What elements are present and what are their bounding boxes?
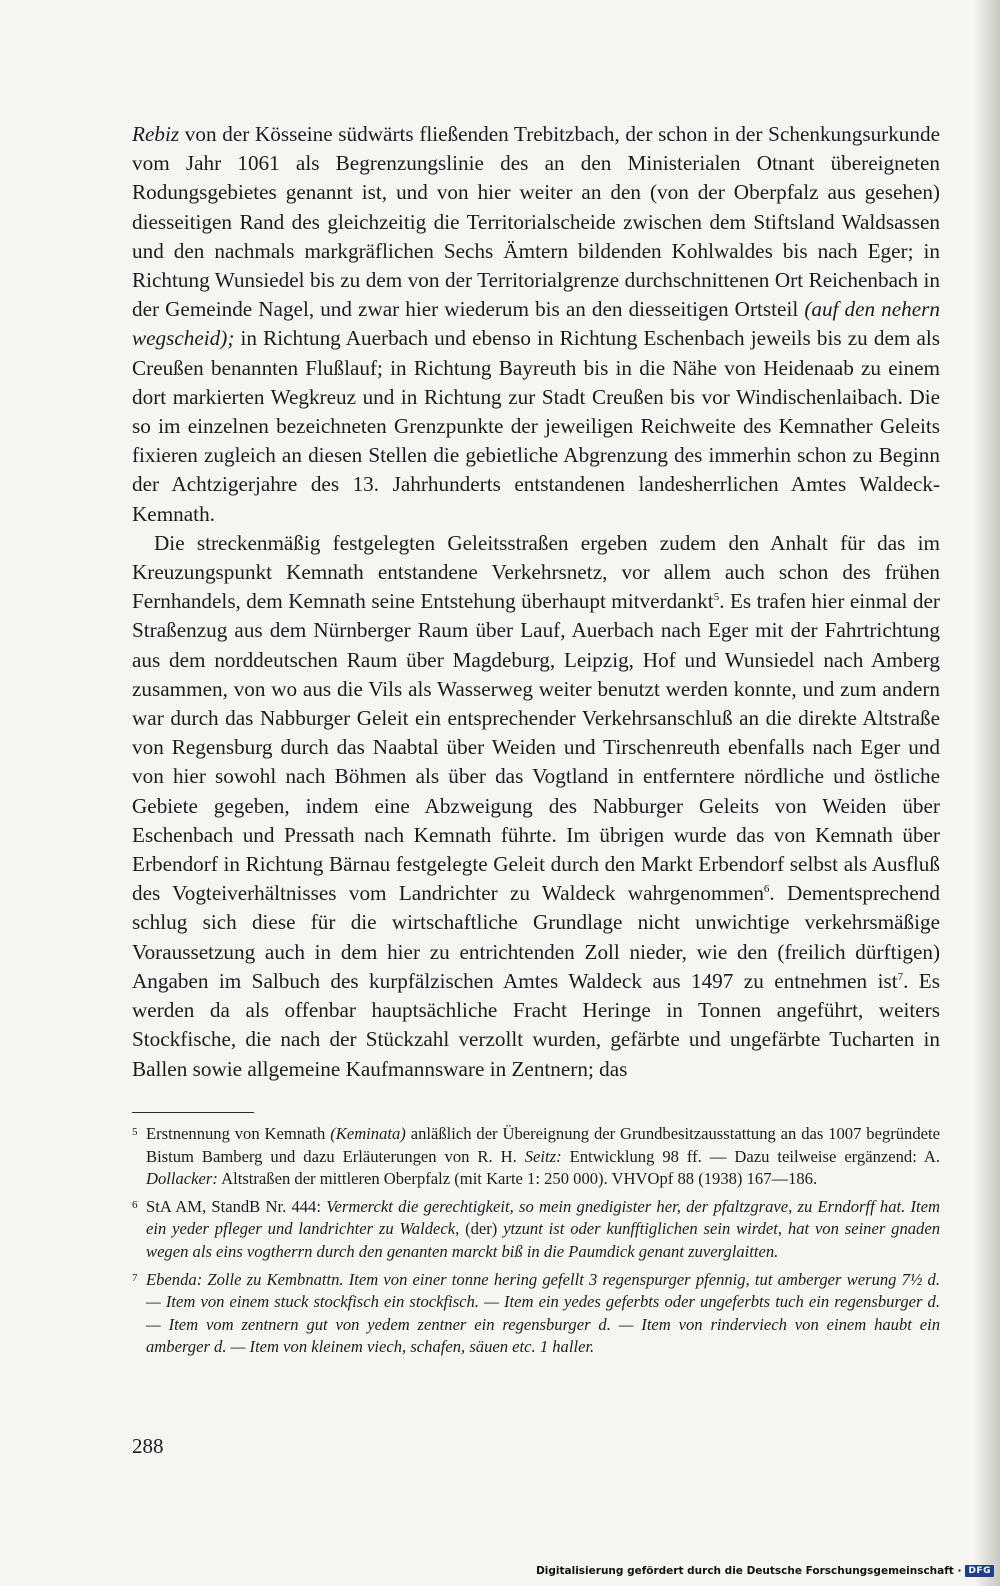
text-run: in Richtung Auerbach und ebenso in Richtung Eschenbach jeweils bis zu dem als Creußen benannten Flußlauf; in Richtung Bayreuth bis in die Nähe von Heidenaab zu einem dort markierten Wegkreuz und in Richtung zur Stadt Creußen bis vor Windischenlaibach. Die so im einzelnen bezeichneten Grenzpunkte der jeweiligen Reichweite des Kemnather Geleits fixieren zugleich an diesen Stellen die gebietliche Abgrenzung des immerhin schon zu Beginn der Achtzigerjahre des 13. Jahrhunderts entstandenen landesherrlichen Amtes Waldeck-Kemnath. (132, 326, 940, 526)
footnote-number: 5 (132, 1126, 138, 1138)
main-text (132, 120, 940, 1084)
text-run: von der Kösseine südwärts fließenden Trebitzbach, der schon in der Schenkungsurkunde vom Jahr 1061 als Begrenzungslinie des an den Ministerialen Otnant übereigneten Rodungsgebietes genannt ist, und von hier weiter an den (von der Oberpfalz aus gesehen) diesseitigen Rand des gleichzeitig die Territorialscheide zwischen dem Stiftsland Waldsassen und den nachmals markgräflichen Sechs Ämtern bildenden Kohlwaldes bis nach Eger; in Richtung Wunsiedel bis zu dem von der Territorialgrenze durchschnittenen Ort Reichenbach in der Gemeinde Nagel, und zwar hier wiederum bis an den diesseitigen Ortsteil (132, 122, 940, 322)
italic-text: Dollacker: (146, 1169, 218, 1189)
footnote-number: 6 (132, 1198, 138, 1211)
italic-text: Rebiz (132, 122, 180, 146)
footnotes (132, 1123, 940, 1364)
italic-text: Vermerckt die gerechtigkeit, so mein gnedigister her, der pfaltzgrave, zu Erndorff hat. Item ein yeder pfleger und landrichter zu Waldeck, (146, 1196, 941, 1239)
text-run: Die streckenmäßig festgelegten Geleitsstraßen ergeben zudem den Anhalt für das im Kreuzungspunkt Kemnath entstandene Verkehrsnetz, vor allem auch schon des frühen Fernhandels, dem Kemnath seine Entstehung überhaupt mitverdankt (132, 530, 940, 614)
paragraph-2 (132, 529, 940, 1084)
text-run: Entwicklung 98 ff. — Dazu teilweise ergänzend: A. (561, 1146, 940, 1166)
text-run: Altstraßen der mittleren Oberpfalz (mit Karte 1: 250 000). VHVOpf 88 (1938) 167—186. (217, 1169, 818, 1189)
dfg-logo: DFG (965, 1565, 994, 1577)
text-run: . Es trafen hier einmal der Straßenzug aus dem Nürnberger Raum über Lauf, Auerbach nach Eger mit der Fahrtrichtung aus dem norddeutschen Raum über Magdeburg, Leipzig, Hof und Wunsiedel nach Amberg zusammen, von wo aus die Vils als Wasserweg weiter benutzt werden konnte, und zum andern war durch das Nabburger Geleit ein entsprechender Verkehrsanschluß an die direkte Altstraße von Regensburg durch das Naabtal über Weiden und Tirschenreuth ebenfalls nach Eger und von hier sowohl nach Böhmen als über das Vogtland in entferntere nördliche und östliche Gebiete gegeben, indem eine Abzweigung des Nabburger Geleits von Weiden über Eschenbach und Pressath nach Kemnath führte. Im übrigen wurde das von Kemnath über Erbendorf in Richtung Bärnau festgelegte Geleit durch den Markt Erbendorf selbst als Ausfluß des Vogteiverhältnisses vom Landrichter zu Waldeck wahrgenommen (132, 589, 940, 906)
footnote-6 (132, 1196, 940, 1264)
footer-text: Digitalisierung gefördert durch die Deutsche Forschungsgemeinschaft · (536, 1565, 962, 1577)
footnote-separator (132, 1112, 254, 1113)
footnote-ref-7: 7 (897, 970, 904, 983)
text-run: (der) (459, 1219, 504, 1239)
page-number: 288 (132, 1434, 164, 1458)
text-run: Erstnennung von Kemnath (146, 1124, 331, 1143)
digitization-footer (536, 1562, 994, 1580)
text-run: StA AM, StandB Nr. 444: (146, 1196, 327, 1216)
text-run: anläßlich der Übereignung der Grundbesitzausstattung an das 1007 begründete Bistum Bamberg und dazu Erläuterungen von R. H. (146, 1124, 940, 1166)
scan-edge-shadow (974, 0, 1000, 1586)
italic-text: (Keminata) (330, 1124, 406, 1143)
footnote-5 (132, 1123, 940, 1191)
footnote-7 (132, 1269, 940, 1359)
text-run: . Dementsprechend schlug sich diese für die wirtschaftliche Grundlage nicht unwichtige verkehrsmäßige Voraussetzung auch in dem hier zu entrichtenden Zoll nieder, wie den (freilich dürftigen) Angaben im Salbuch des kurpfälzischen Amtes Waldeck aus 1497 zu entnehmen ist (132, 881, 940, 993)
footnote-number: 7 (132, 1271, 138, 1284)
footnote-ref-6: 6 (763, 883, 770, 896)
italic-text: Ebenda: Zolle zu Kembnattn. Item von einer tonne hering gefellt 3 regenspurger pfennig, tut amberger werung 7½ d. — Item von einem stuck stockfisch ein stockfisch. — Item ein yedes geferbts oder ungeferbts tuch ein regensburger d. — Item vom zentnern gut von yedem zentner ein regensburger d. — Item von rindervіech von einem haubt ein amberger d. — Item von kleinem viech, schafen, säuen etc. 1 haller. (146, 1269, 940, 1357)
italic-text: ytzunt ist oder kunfftiglichen sein wirdet, hat von seiner gnaden wegen als eins vogtherrn durch den genanten marckt biß in die Paumdick genant zuverglaitten. (146, 1219, 940, 1261)
italic-text: (auf den nehern wegscheid); (132, 297, 941, 351)
italic-text: Seitz: (524, 1146, 562, 1166)
footnote-ref-5: 5 (713, 591, 720, 604)
text-run: . Es werden da als offenbar hauptsächliche Fracht Heringe in Tonnen angeführt, weiters Stockfische, die nach der Stückzahl verzollt wurden, gefärbte und ungefärbte Tucharten in Ballen sowie allgemeine Kaufmannsware in Zentnern; das (132, 968, 940, 1081)
paragraph-1 (132, 120, 940, 529)
